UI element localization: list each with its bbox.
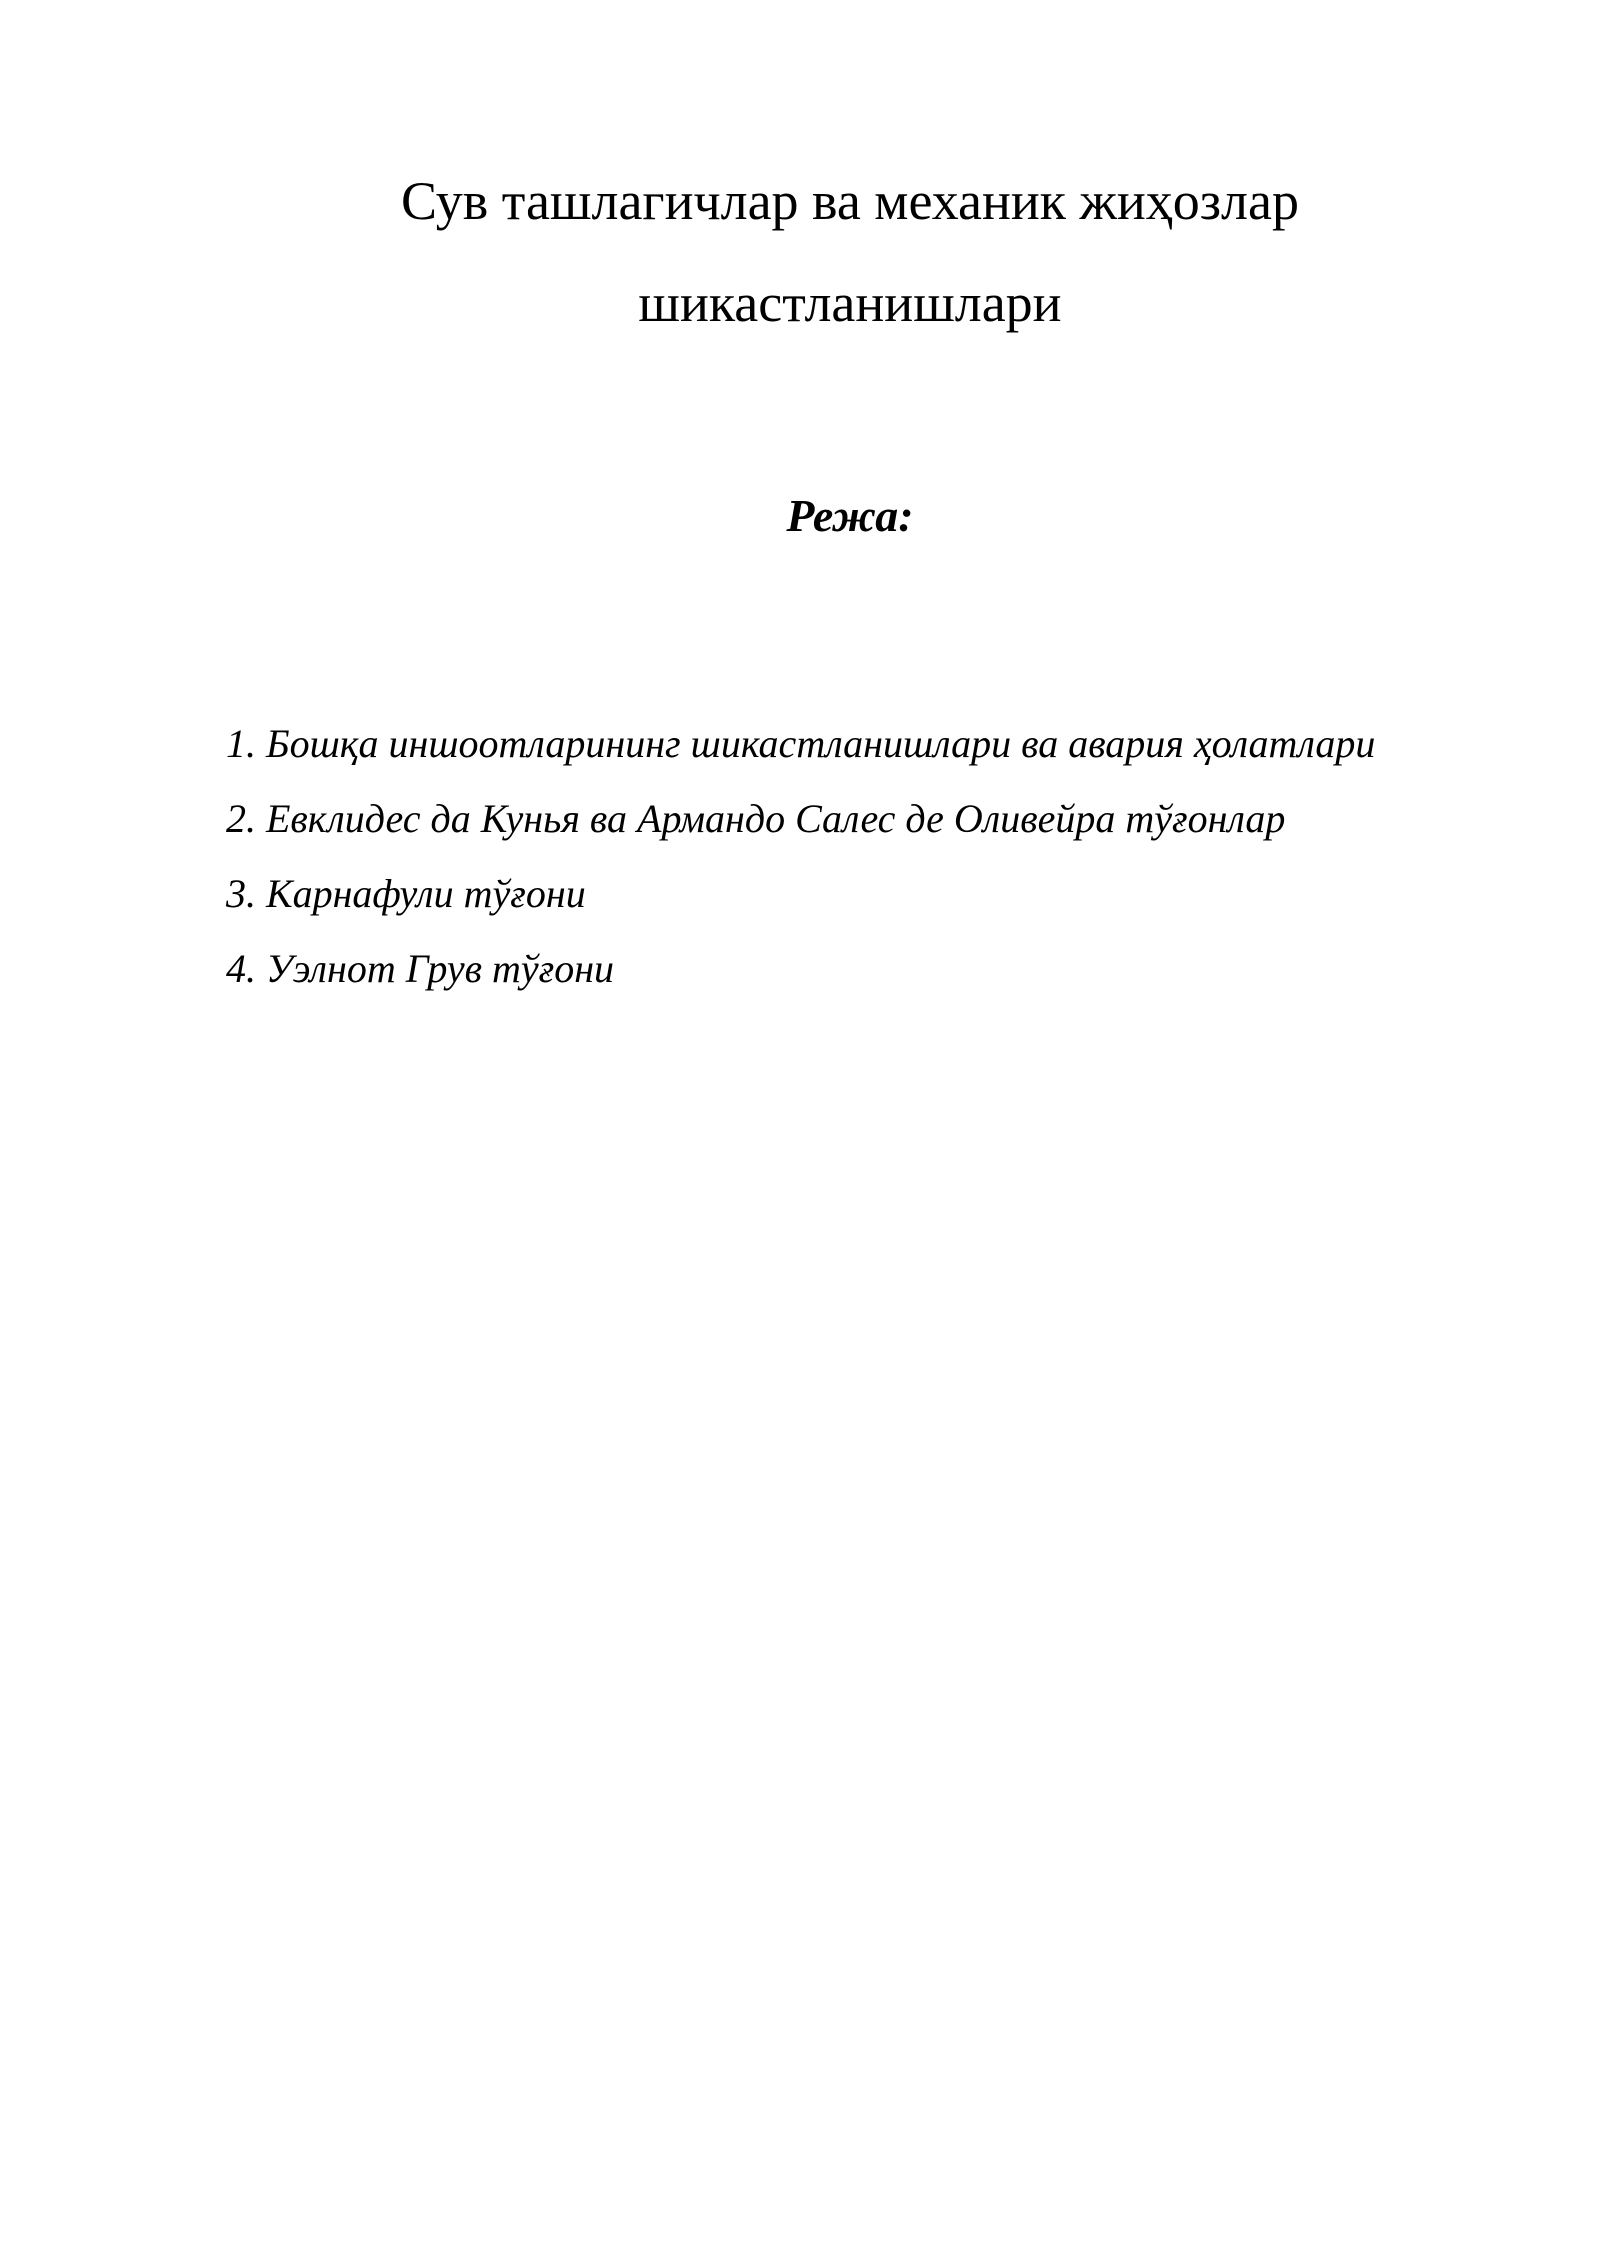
plan-item-text: Карнафули тўғони (266, 871, 586, 916)
plan-item-4 (226, 931, 1526, 1006)
plan-item-text: Евклидес да Кунья ва Армандо Салес де Оливейра тўғонлар (266, 796, 1286, 841)
plan-item-text: Уэлнот Грув тўғони (266, 946, 615, 991)
plan-item-2 (226, 781, 1526, 856)
plan-item-text: Бошқа иншоотларининг шикастланишлари ва авария ҳолатлари (266, 721, 1376, 766)
plan-item-1 (226, 706, 1526, 781)
plan-item-number: 1. (226, 721, 256, 766)
document-title-line-1: Сув ташлагичлар ва механик жиҳозлар (401, 171, 1299, 231)
document-title-line-2: шикастланишлари (638, 273, 1062, 333)
plan-item-number: 2. (226, 796, 256, 841)
plan-item-number: 4. (226, 946, 256, 991)
plan-heading: Режа: (786, 490, 914, 541)
plan-item-3 (226, 856, 1526, 931)
plan-list (226, 706, 1526, 1006)
plan-item-number: 3. (226, 871, 256, 916)
document-title (340, 150, 1360, 354)
